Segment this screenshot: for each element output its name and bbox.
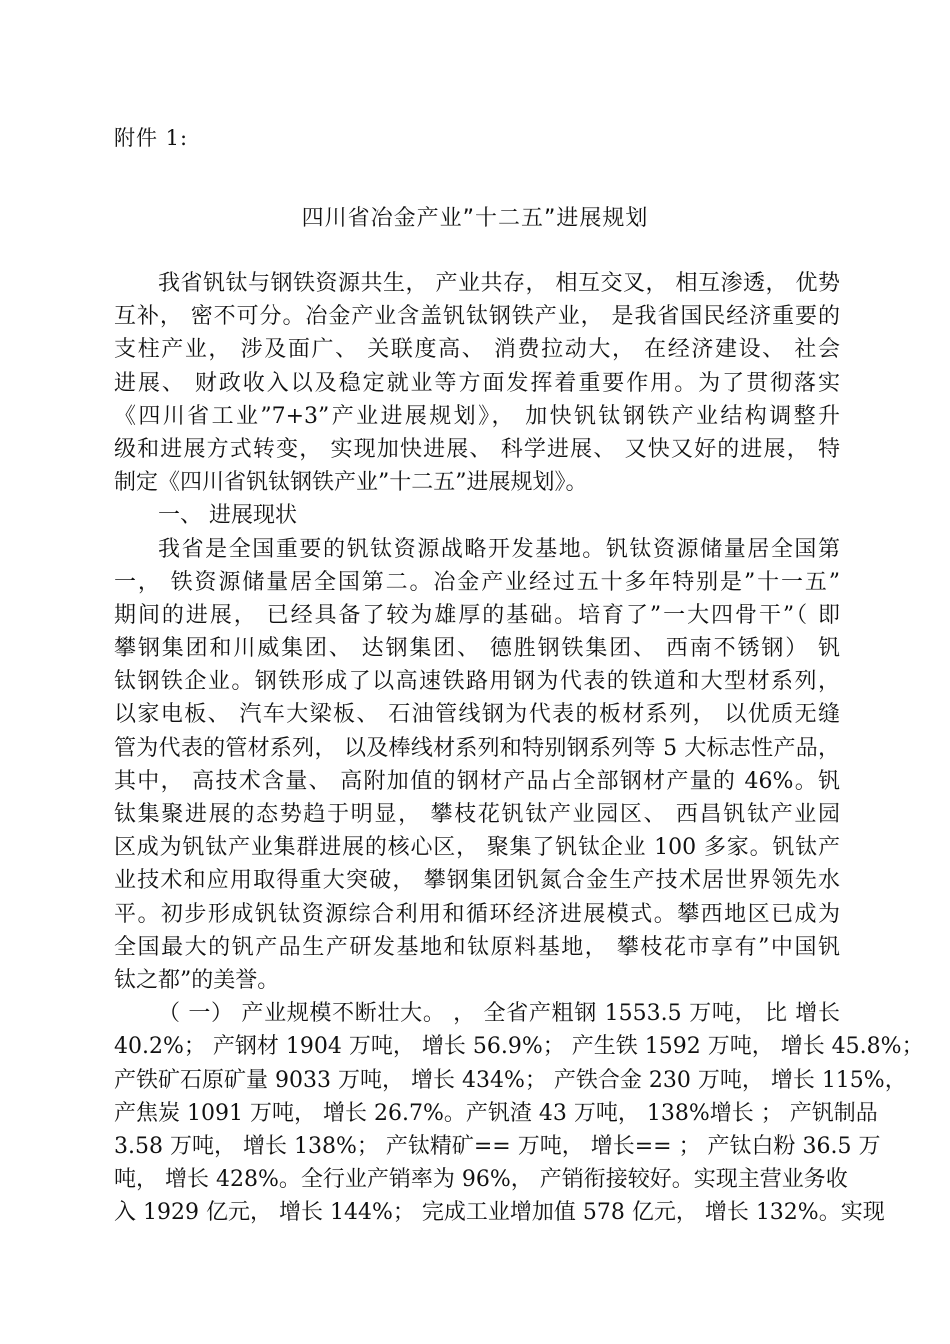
body-line: 产铁矿石原矿量 9033 万吨， 增长 434%； 产铁合金 230 万吨， 增长 115%， [114, 1067, 907, 1093]
body-line: 钛之都”的美誉。 [114, 967, 280, 993]
document-body [114, 267, 924, 1229]
body-line: 制定《四川省钒钛钢铁产业”十二五”进展规划》。 [114, 470, 588, 496]
attachment-label: 附件 1: [114, 126, 189, 150]
document-title: 四川省冶金产业”十二五”进展规划 [301, 206, 649, 231]
body-line: 支柱产业， 涉及面广、 关联度高、 消费拉动大， 在经济建设、 社会 [114, 337, 840, 363]
body-line: 入 1929 亿元， 增长 144%； 完成工业增加值 578 亿元， 增长 132%。实现 [114, 1200, 885, 1226]
body-line: 业技术和应用取得重大突破， 攀钢集团钒氮合金生产技术居世界领先水 [114, 868, 840, 894]
body-line: 《四川省工业”7+3”产业进展规划》， 加快钒钛钢铁产业结构调整升 [114, 403, 840, 429]
body-line: 互补， 密不可分。冶金产业含盖钒钛钢铁产业， 是我省国民经济重要的 [114, 304, 840, 330]
section-heading: 一、 进展现状 [158, 503, 297, 529]
body-line: 攀钢集团和川威集团、 达钢集团、 德胜钢铁集团、 西南不锈钢） 钒 [114, 636, 840, 662]
body-line: 管为代表的管材系列， 以及棒线材系列和特别钢系列等 5 大标志性产品， [114, 735, 840, 761]
body-line: 钛钢铁企业。钢铁形成了以高速铁路用钢为代表的铁道和大型材系列， [114, 669, 840, 695]
body-line: 期间的进展， 已经具备了较为雄厚的基础。培育了”一大四骨干”（ 即 [114, 602, 840, 628]
body-line: 吨， 增长 428%。全行业产销率为 96%， 产销衔接较好。实现主营业务收 [114, 1167, 848, 1193]
body-line: 产焦炭 1091 万吨， 增长 26.7%。产钒渣 43 万吨， 138%增长 ； 产钒制品 [114, 1100, 878, 1126]
body-line: 级和进展方式转变， 实现加快进展、 科学进展、 又快又好的进展， 特 [114, 436, 840, 462]
body-line: 3.58 万吨， 增长 138%； 产钛精矿== 万吨， 增长== ； 产钛白粉 36.5 万 [114, 1133, 881, 1159]
body-line: 我省钒钛与钢铁资源共生， 产业共存， 相互交叉， 相互渗透， 优势 [158, 271, 840, 296]
body-line: 40.2%； 产钢材 1904 万吨， 增长 56.9%； 产生铁 1592 万吨， 增长 45.8%； [114, 1034, 924, 1060]
body-line: 一， 铁资源储量居全国第二。冶金产业经过五十多年特别是”十一五” [114, 569, 840, 595]
body-line: 全国最大的钒产品生产研发基地和钛原料基地， 攀枝花市享有”中国钒 [114, 934, 840, 960]
body-line: 以家电板、 汽车大梁板、 石油管线钢为代表的板材系列， 以优质无缝 [114, 702, 840, 728]
body-line: 我省是全国重要的钒钛资源战略开发基地。钒钛资源储量居全国第 [158, 536, 840, 562]
body-line: 进展、 财政收入以及稳定就业等方面发挥着重要作用。为了贯彻落实 [114, 370, 840, 396]
body-line: 平。初步形成钒钛资源综合利用和循环经济进展模式。攀西地区已成为 [114, 901, 840, 927]
subsection-line: （ 一） 产业规模不断壮大。 ， 全省产粗钢 1553.5 万吨， 比 增长 [158, 1001, 840, 1027]
body-line: 区成为钒钛产业集群进展的核心区， 聚集了钒钛企业 100 多家。钒钛产 [114, 835, 840, 861]
body-line: 钛集聚进展的态势趋于明显， 攀枝花钒钛产业园区、 西昌钒钛产业园 [114, 802, 840, 827]
body-line: 其中， 高技术含量、 高附加值的钢材产品占全部钢材产量的 46%。钒 [114, 768, 840, 794]
